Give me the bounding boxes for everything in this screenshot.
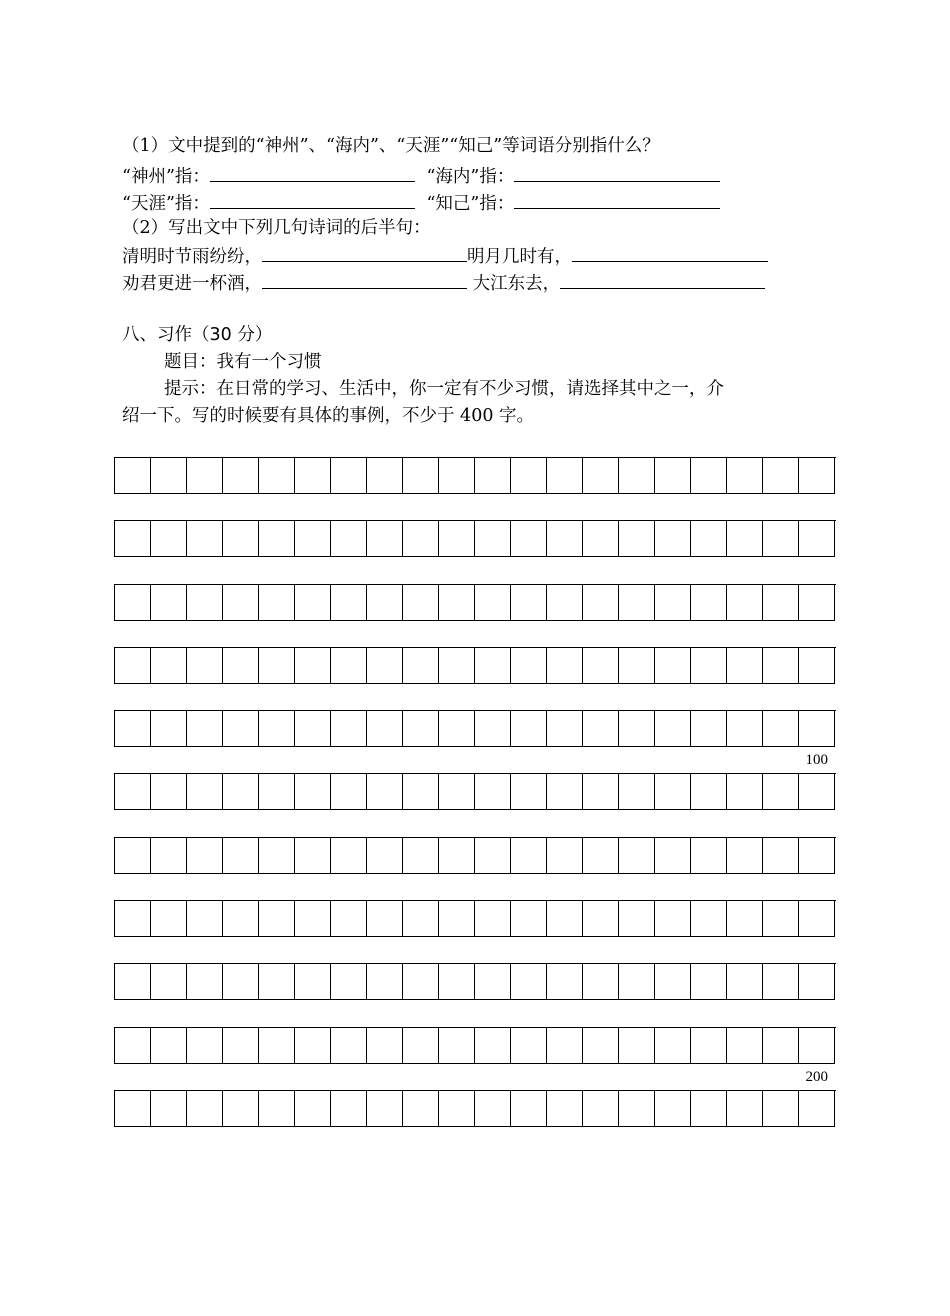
grid-cell[interactable]: [727, 1028, 763, 1064]
grid-cell[interactable]: [511, 458, 547, 494]
grid-cell[interactable]: [727, 521, 763, 557]
grid-cell[interactable]: [151, 774, 187, 810]
grid-cell[interactable]: [259, 838, 295, 874]
answer-label-tianya: “天涯”指：: [122, 194, 210, 214]
composition-topic: 题目：我有一个习惯: [164, 352, 322, 372]
grid-cell[interactable]: [691, 838, 727, 874]
grid-cell[interactable]: [763, 1028, 799, 1064]
grid-cell[interactable]: [187, 648, 223, 684]
answer-row-shenzhou-hainei: [122, 163, 720, 189]
grid-cell[interactable]: [583, 1091, 619, 1127]
grid-cell[interactable]: [763, 711, 799, 747]
answer-label-hainei: “海内”指：: [426, 167, 515, 187]
grid-cell[interactable]: [655, 648, 691, 684]
grid-cell[interactable]: [367, 964, 403, 1000]
poem-row-2: [122, 270, 765, 296]
grid-cell[interactable]: [475, 1028, 511, 1064]
grid-cell[interactable]: [115, 964, 151, 1000]
grid-cell[interactable]: [619, 838, 655, 874]
grid-cell[interactable]: [187, 1028, 223, 1064]
grid-cell[interactable]: [619, 648, 655, 684]
grid-cell[interactable]: [727, 1091, 763, 1127]
grid-cell[interactable]: [511, 585, 547, 621]
answer-row-tianya-zhiji: [122, 190, 720, 216]
grid-cell[interactable]: [151, 648, 187, 684]
grid-cell[interactable]: [259, 774, 295, 810]
grid-cell[interactable]: [799, 458, 835, 494]
grid-cell[interactable]: [439, 1028, 475, 1064]
grid-cell[interactable]: [223, 648, 259, 684]
grid-cell[interactable]: [763, 585, 799, 621]
grid-cell[interactable]: [403, 1028, 439, 1064]
grid-row: [114, 900, 836, 937]
grid-cell[interactable]: [583, 521, 619, 557]
grid-cell[interactable]: [691, 1091, 727, 1127]
grid-cell[interactable]: [619, 901, 655, 937]
grid-cell[interactable]: [727, 711, 763, 747]
grid-cell[interactable]: [259, 648, 295, 684]
grid-cell[interactable]: [331, 711, 367, 747]
grid-cell[interactable]: [619, 964, 655, 1000]
answer-blank-tianya[interactable]: [210, 190, 415, 209]
grid-cell[interactable]: [151, 458, 187, 494]
grid-cell[interactable]: [151, 1091, 187, 1127]
grid-cell[interactable]: [367, 648, 403, 684]
grid-cell[interactable]: [547, 458, 583, 494]
grid-cell[interactable]: [511, 901, 547, 937]
grid-cell[interactable]: [439, 648, 475, 684]
poem-blank-dajiang[interactable]: [560, 270, 765, 289]
grid-cell[interactable]: [223, 521, 259, 557]
grid-cell[interactable]: [439, 585, 475, 621]
grid-cell[interactable]: [151, 1028, 187, 1064]
grid-cell[interactable]: [727, 964, 763, 1000]
grid-cell[interactable]: [583, 585, 619, 621]
grid-cell[interactable]: [403, 901, 439, 937]
grid-cell[interactable]: [403, 458, 439, 494]
grid-cell[interactable]: [511, 838, 547, 874]
grid-cell[interactable]: [691, 648, 727, 684]
grid-cell[interactable]: [295, 838, 331, 874]
grid-cell[interactable]: [115, 585, 151, 621]
grid-cell[interactable]: [547, 964, 583, 1000]
grid-row: [114, 963, 836, 1000]
grid-cell[interactable]: [511, 964, 547, 1000]
grid-cell[interactable]: [223, 901, 259, 937]
grid-cell[interactable]: [187, 711, 223, 747]
grid-cell[interactable]: [331, 901, 367, 937]
grid-cell[interactable]: [259, 1028, 295, 1064]
grid-cell[interactable]: [547, 838, 583, 874]
grid-cell[interactable]: [799, 585, 835, 621]
grid-cell[interactable]: [367, 1091, 403, 1127]
grid-row: [114, 837, 836, 874]
grid-cell[interactable]: [367, 585, 403, 621]
answer-label-shenzhou: “神州”指：: [122, 167, 210, 187]
grid-cell[interactable]: [259, 901, 295, 937]
grid-cell[interactable]: [763, 901, 799, 937]
grid-cell[interactable]: [223, 774, 259, 810]
grid-cell[interactable]: [691, 585, 727, 621]
grid-cell[interactable]: [403, 774, 439, 810]
grid-cell[interactable]: [691, 458, 727, 494]
answer-blank-hainei[interactable]: [514, 163, 720, 182]
grid-row: [114, 584, 836, 621]
grid-cell[interactable]: [187, 774, 223, 810]
answer-blank-zhiji[interactable]: [514, 190, 720, 209]
grid-cell[interactable]: [403, 711, 439, 747]
grid-row: [114, 457, 836, 494]
grid-cell[interactable]: [511, 1028, 547, 1064]
grid-cell[interactable]: [691, 774, 727, 810]
grid-cell[interactable]: [439, 521, 475, 557]
grid-cell[interactable]: [115, 521, 151, 557]
grid-cell[interactable]: [439, 774, 475, 810]
grid-cell[interactable]: [223, 838, 259, 874]
grid-cell[interactable]: [331, 521, 367, 557]
grid-cell[interactable]: [691, 901, 727, 937]
word-count-mark: 200: [805, 1069, 828, 1085]
grid-cell[interactable]: [583, 711, 619, 747]
grid-cell[interactable]: [619, 1028, 655, 1064]
composition-hint-line-2: 绍一下。写的时候要有具体的事例，不少于 400 字。: [122, 406, 535, 426]
grid-cell[interactable]: [475, 585, 511, 621]
grid-cell[interactable]: [223, 458, 259, 494]
grid-cell[interactable]: [259, 711, 295, 747]
poem-blank-mingyue[interactable]: [572, 243, 768, 262]
grid-cell[interactable]: [331, 648, 367, 684]
grid-cell[interactable]: [547, 1091, 583, 1127]
grid-cell[interactable]: [151, 711, 187, 747]
grid-cell[interactable]: [763, 964, 799, 1000]
grid-cell[interactable]: [115, 648, 151, 684]
question-1-prompt: （1）文中提到的“神州”、“海内”、“天涯”“知己”等词语分别指什么？: [122, 136, 660, 156]
grid-cell[interactable]: [799, 711, 835, 747]
grid-cell[interactable]: [547, 774, 583, 810]
grid-cell[interactable]: [115, 1028, 151, 1064]
grid-cell[interactable]: [763, 838, 799, 874]
grid-cell[interactable]: [295, 901, 331, 937]
grid-row: [114, 647, 836, 684]
grid-cell[interactable]: [367, 774, 403, 810]
grid-cell[interactable]: [259, 1091, 295, 1127]
grid-cell[interactable]: [799, 901, 835, 937]
grid-row: [114, 520, 836, 557]
grid-cell[interactable]: [259, 585, 295, 621]
grid-cell[interactable]: [655, 901, 691, 937]
grid-cell[interactable]: [259, 521, 295, 557]
grid-cell[interactable]: [439, 838, 475, 874]
grid-cell[interactable]: [763, 1091, 799, 1127]
poem-label-mingyue: 明月几时有，: [467, 247, 572, 267]
grid-cell[interactable]: [511, 711, 547, 747]
grid-cell[interactable]: [475, 1091, 511, 1127]
grid-cell[interactable]: [223, 1091, 259, 1127]
grid-cell[interactable]: [799, 774, 835, 810]
grid-cell[interactable]: [115, 901, 151, 937]
grid-cell[interactable]: [295, 1028, 331, 1064]
grid-cell[interactable]: [691, 521, 727, 557]
grid-cell[interactable]: [655, 774, 691, 810]
grid-cell[interactable]: [331, 1028, 367, 1064]
grid-cell[interactable]: [151, 964, 187, 1000]
poem-row-1: [122, 243, 768, 269]
grid-cell[interactable]: [691, 711, 727, 747]
grid-cell[interactable]: [619, 458, 655, 494]
grid-cell[interactable]: [655, 838, 691, 874]
grid-cell[interactable]: [511, 521, 547, 557]
grid-cell[interactable]: [295, 711, 331, 747]
grid-cell[interactable]: [763, 774, 799, 810]
grid-cell[interactable]: [547, 711, 583, 747]
grid-cell[interactable]: [223, 711, 259, 747]
grid-cell[interactable]: [727, 774, 763, 810]
grid-cell[interactable]: [727, 585, 763, 621]
grid-cell[interactable]: [547, 585, 583, 621]
grid-cell[interactable]: [799, 648, 835, 684]
answer-blank-shenzhou[interactable]: [210, 163, 415, 182]
grid-cell[interactable]: [295, 585, 331, 621]
grid-cell[interactable]: [511, 774, 547, 810]
poem-blank-qingming[interactable]: [262, 243, 467, 262]
grid-cell[interactable]: [655, 1091, 691, 1127]
grid-cell[interactable]: [583, 838, 619, 874]
grid-cell[interactable]: [367, 838, 403, 874]
grid-cell[interactable]: [763, 458, 799, 494]
grid-cell[interactable]: [115, 711, 151, 747]
grid-row: [114, 710, 836, 747]
grid-cell[interactable]: [331, 458, 367, 494]
grid-cell[interactable]: [691, 1028, 727, 1064]
grid-cell[interactable]: [115, 838, 151, 874]
grid-cell[interactable]: [187, 838, 223, 874]
grid-cell[interactable]: [115, 1091, 151, 1127]
grid-cell[interactable]: [547, 648, 583, 684]
grid-cell[interactable]: [475, 964, 511, 1000]
grid-cell[interactable]: [439, 901, 475, 937]
grid-cell[interactable]: [655, 585, 691, 621]
grid-cell[interactable]: [403, 585, 439, 621]
grid-row: [114, 1090, 836, 1127]
grid-cell[interactable]: [187, 964, 223, 1000]
grid-cell[interactable]: [583, 458, 619, 494]
grid-cell[interactable]: [619, 1091, 655, 1127]
grid-cell[interactable]: [367, 521, 403, 557]
grid-cell[interactable]: [655, 1028, 691, 1064]
grid-cell[interactable]: [187, 901, 223, 937]
grid-cell[interactable]: [367, 1028, 403, 1064]
grid-cell[interactable]: [583, 901, 619, 937]
grid-cell[interactable]: [295, 1091, 331, 1127]
grid-cell[interactable]: [799, 521, 835, 557]
grid-cell[interactable]: [331, 1091, 367, 1127]
grid-cell[interactable]: [691, 964, 727, 1000]
grid-cell[interactable]: [295, 774, 331, 810]
grid-cell[interactable]: [799, 964, 835, 1000]
grid-cell[interactable]: [763, 648, 799, 684]
poem-label-dajiang: 大江东去，: [472, 274, 561, 294]
grid-cell[interactable]: [295, 521, 331, 557]
answer-label-zhiji: “知己”指：: [426, 194, 515, 214]
grid-cell[interactable]: [727, 458, 763, 494]
grid-cell[interactable]: [475, 521, 511, 557]
grid-cell[interactable]: [259, 964, 295, 1000]
grid-cell[interactable]: [331, 774, 367, 810]
grid-cell[interactable]: [439, 964, 475, 1000]
grid-cell[interactable]: [367, 458, 403, 494]
grid-cell[interactable]: [403, 648, 439, 684]
grid-cell[interactable]: [151, 585, 187, 621]
grid-cell[interactable]: [367, 711, 403, 747]
grid-row: [114, 1027, 836, 1064]
grid-cell[interactable]: [295, 458, 331, 494]
grid-cell[interactable]: [583, 964, 619, 1000]
grid-cell[interactable]: [259, 458, 295, 494]
grid-cell[interactable]: [763, 521, 799, 557]
grid-cell[interactable]: [475, 901, 511, 937]
grid-cell[interactable]: [439, 711, 475, 747]
poem-blank-quanjun[interactable]: [262, 270, 467, 289]
grid-cell[interactable]: [619, 774, 655, 810]
grid-cell[interactable]: [511, 648, 547, 684]
grid-cell[interactable]: [151, 521, 187, 557]
grid-cell[interactable]: [727, 648, 763, 684]
grid-cell[interactable]: [403, 964, 439, 1000]
grid-cell[interactable]: [475, 458, 511, 494]
grid-cell[interactable]: [655, 458, 691, 494]
grid-cell[interactable]: [655, 521, 691, 557]
grid-cell[interactable]: [583, 1028, 619, 1064]
grid-cell[interactable]: [367, 901, 403, 937]
grid-cell[interactable]: [547, 521, 583, 557]
grid-cell[interactable]: [223, 1028, 259, 1064]
grid-cell[interactable]: [187, 1091, 223, 1127]
grid-cell[interactable]: [727, 838, 763, 874]
grid-cell[interactable]: [619, 521, 655, 557]
grid-cell[interactable]: [475, 648, 511, 684]
grid-cell[interactable]: [439, 1091, 475, 1127]
grid-cell[interactable]: [439, 458, 475, 494]
word-count-mark: 100: [805, 752, 828, 768]
grid-cell[interactable]: [187, 521, 223, 557]
grid-cell[interactable]: [151, 901, 187, 937]
grid-cell[interactable]: [547, 1028, 583, 1064]
composition-hint-line-1: 提示：在日常的学习、生活中，你一定有不少习惯，请选择其中之一，介: [164, 379, 724, 399]
poem-label-qingming: 清明时节雨纷纷，: [122, 247, 262, 267]
grid-cell[interactable]: [655, 964, 691, 1000]
grid-cell[interactable]: [187, 458, 223, 494]
grid-cell[interactable]: [295, 964, 331, 1000]
grid-cell[interactable]: [331, 964, 367, 1000]
grid-cell[interactable]: [223, 585, 259, 621]
grid-cell[interactable]: [331, 838, 367, 874]
grid-cell[interactable]: [799, 1091, 835, 1127]
grid-cell[interactable]: [331, 585, 367, 621]
grid-cell[interactable]: [475, 774, 511, 810]
grid-cell[interactable]: [115, 458, 151, 494]
grid-cell[interactable]: [547, 901, 583, 937]
grid-cell[interactable]: [511, 1091, 547, 1127]
grid-cell[interactable]: [619, 585, 655, 621]
grid-cell[interactable]: [583, 648, 619, 684]
grid-row: [114, 773, 836, 810]
grid-cell[interactable]: [403, 521, 439, 557]
grid-cell[interactable]: [475, 838, 511, 874]
grid-cell[interactable]: [655, 711, 691, 747]
section-8-heading: 八、习作（30 分）: [122, 325, 273, 345]
grid-cell[interactable]: [727, 901, 763, 937]
grid-cell[interactable]: [187, 585, 223, 621]
grid-cell[interactable]: [151, 838, 187, 874]
grid-cell[interactable]: [295, 648, 331, 684]
grid-cell[interactable]: [475, 711, 511, 747]
grid-cell[interactable]: [583, 774, 619, 810]
grid-cell[interactable]: [223, 964, 259, 1000]
grid-cell[interactable]: [619, 711, 655, 747]
grid-cell[interactable]: [403, 1091, 439, 1127]
poem-label-quanjun: 劝君更进一杯酒，: [122, 274, 262, 294]
grid-cell[interactable]: [115, 774, 151, 810]
grid-cell[interactable]: [403, 838, 439, 874]
question-2-prompt: （2）写出文中下列几句诗词的后半句：: [122, 218, 431, 238]
grid-cell[interactable]: [799, 1028, 835, 1064]
grid-cell[interactable]: [799, 838, 835, 874]
